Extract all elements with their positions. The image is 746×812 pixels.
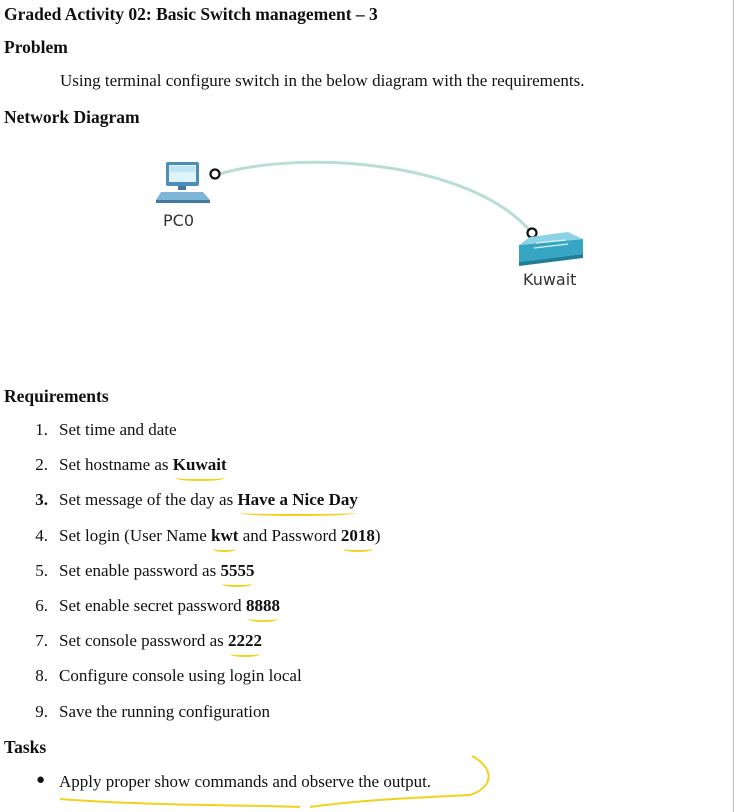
problem-heading: Problem (4, 37, 68, 57)
item-text: Set time and date (59, 420, 177, 439)
item-text: Set console password as (59, 631, 229, 651)
item-text: Set enable secret password (59, 595, 246, 615)
bullet-icon: ● (36, 772, 46, 788)
list-item (0, 490, 700, 525)
pc-port-dot (211, 170, 220, 179)
list-item (0, 596, 700, 631)
item-number: 8. (35, 666, 48, 686)
item-text: Configure console using login local (59, 666, 302, 686)
underline-annotation (60, 799, 300, 807)
enable-secret-value: 8888 (245, 595, 280, 615)
item-text: ) (374, 525, 381, 545)
item-number: 1. (35, 420, 48, 439)
console-password-value: 2222 (228, 631, 263, 651)
task-text: Apply proper show commands and observe the output. (59, 772, 432, 791)
list-item (0, 455, 700, 490)
item-text: and Password (238, 525, 341, 545)
item-number: 9. (35, 701, 48, 721)
network-diagram (0, 140, 733, 310)
item-number: 4. (35, 525, 48, 545)
username-value: kwt (211, 525, 239, 545)
hostname-value: Kuwait (172, 455, 227, 475)
list-item (0, 561, 700, 596)
network-diagram-heading: Network Diagram (4, 107, 140, 127)
enable-password-value: 5555 (220, 560, 255, 580)
list-item (0, 702, 700, 737)
item-text: Set hostname as (59, 455, 173, 475)
list-item (0, 631, 700, 666)
pc-label: PC0 (163, 211, 194, 230)
page-edge-rule (733, 0, 734, 812)
item-text: Set message of the day as (59, 490, 238, 510)
item-number: 6. (35, 595, 48, 615)
problem-text: Using terminal configure switch in the below diagram with the requirements. (60, 71, 585, 90)
login-password-value: 2018 (340, 525, 375, 545)
link-cable (219, 162, 531, 232)
switch-port-dot (528, 229, 537, 238)
item-text: Set login (User Name (59, 525, 212, 545)
list-item (0, 666, 700, 701)
requirements-heading: Requirements (4, 386, 109, 406)
pc-icon (156, 162, 210, 203)
motd-value: Have a Nice Day (237, 490, 358, 510)
item-number: 5. (35, 560, 48, 580)
switch-label: Kuwait (523, 270, 577, 289)
page-title: Graded Activity 02: Basic Switch management – 3 (4, 4, 378, 24)
item-number: 2. (35, 455, 48, 475)
item-number: 3. (35, 490, 48, 510)
list-item (0, 420, 700, 455)
requirements-list (0, 420, 700, 737)
list-item (0, 526, 700, 561)
item-number: 7. (35, 631, 48, 651)
tasks-heading: Tasks (4, 737, 47, 757)
item-text: Set enable password as (59, 560, 221, 580)
item-text: Save the running configuration (59, 701, 271, 721)
